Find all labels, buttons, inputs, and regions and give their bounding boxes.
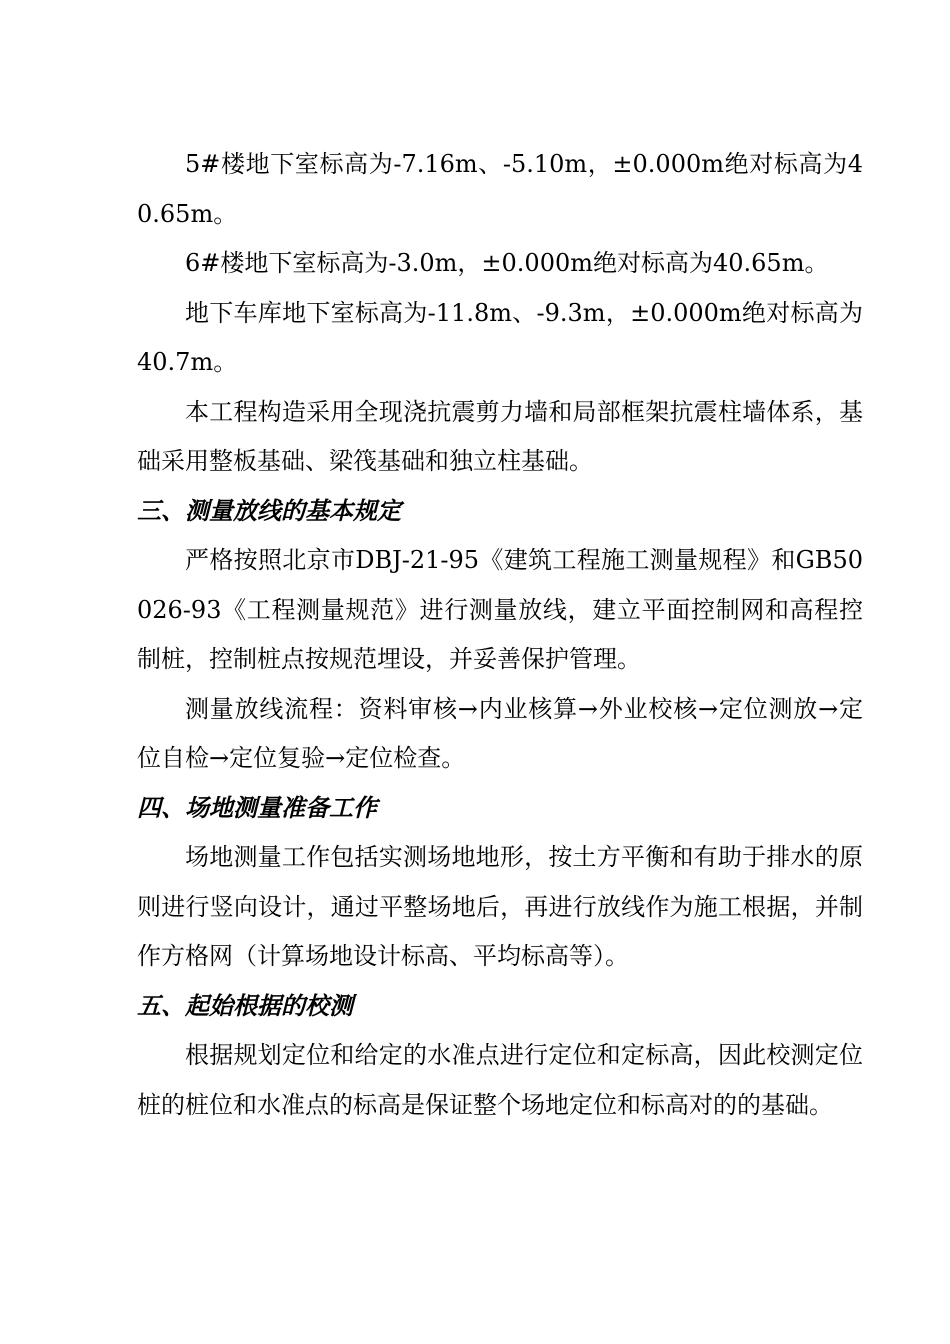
- paragraph-survey-standards: 严格按照北京市DBJ-21-95《建筑工程施工测量规程》和GB50026-93《工程测量规范》进行测量放线，建立平面控制网和高程控制桩，控制桩点按规范埋设，并妥善保护管理。: [137, 546, 863, 673]
- paragraph-survey-process: 测量放线流程：资料审核→内业核算→外业校核→定位测放→定位自检→定位复验→定位检查。: [137, 694, 863, 772]
- paragraph-initial-check: 根据规划定位和给定的水准点进行定位和定标高，因此校测定位桩的桩位和水准点的标高是保证整个场地定位和标高对的的基础。: [137, 1041, 863, 1119]
- paragraph-basement-elevation-5: 5#楼地下室标高为-7.16m、-5.10m，±0.000m绝对标高为40.65m。: [137, 150, 863, 228]
- paragraph-garage-elevation: 地下车库地下室标高为-11.8m、-9.3m，±0.000m绝对标高为40.7m。: [137, 298, 863, 376]
- paragraph-site-survey: 场地测量工作包括实测场地地形，按土方平衡和有助于排水的原则进行竖向设计，通过平整场地后，再进行放线作为施工根据，并制作方格网（计算场地设计标高、平均标高等）。: [137, 843, 863, 970]
- paragraph-structure-system: 本工程构造采用全现浇抗震剪力墙和局部框架抗震柱墙体系，基础采用整板基础、梁筏基础和独立柱基础。: [137, 397, 863, 475]
- section-heading-5: 五、起始根据的校测: [137, 991, 353, 1020]
- section-heading-4: 四、场地测量准备工作: [137, 793, 377, 822]
- paragraph-basement-elevation-6: 6#楼地下室标高为-3.0m，±0.000m绝对标高为40.65m。: [185, 249, 829, 277]
- section-heading-3: 三、测量放线的基本规定: [137, 496, 401, 525]
- document-page: [137, 140, 863, 1130]
